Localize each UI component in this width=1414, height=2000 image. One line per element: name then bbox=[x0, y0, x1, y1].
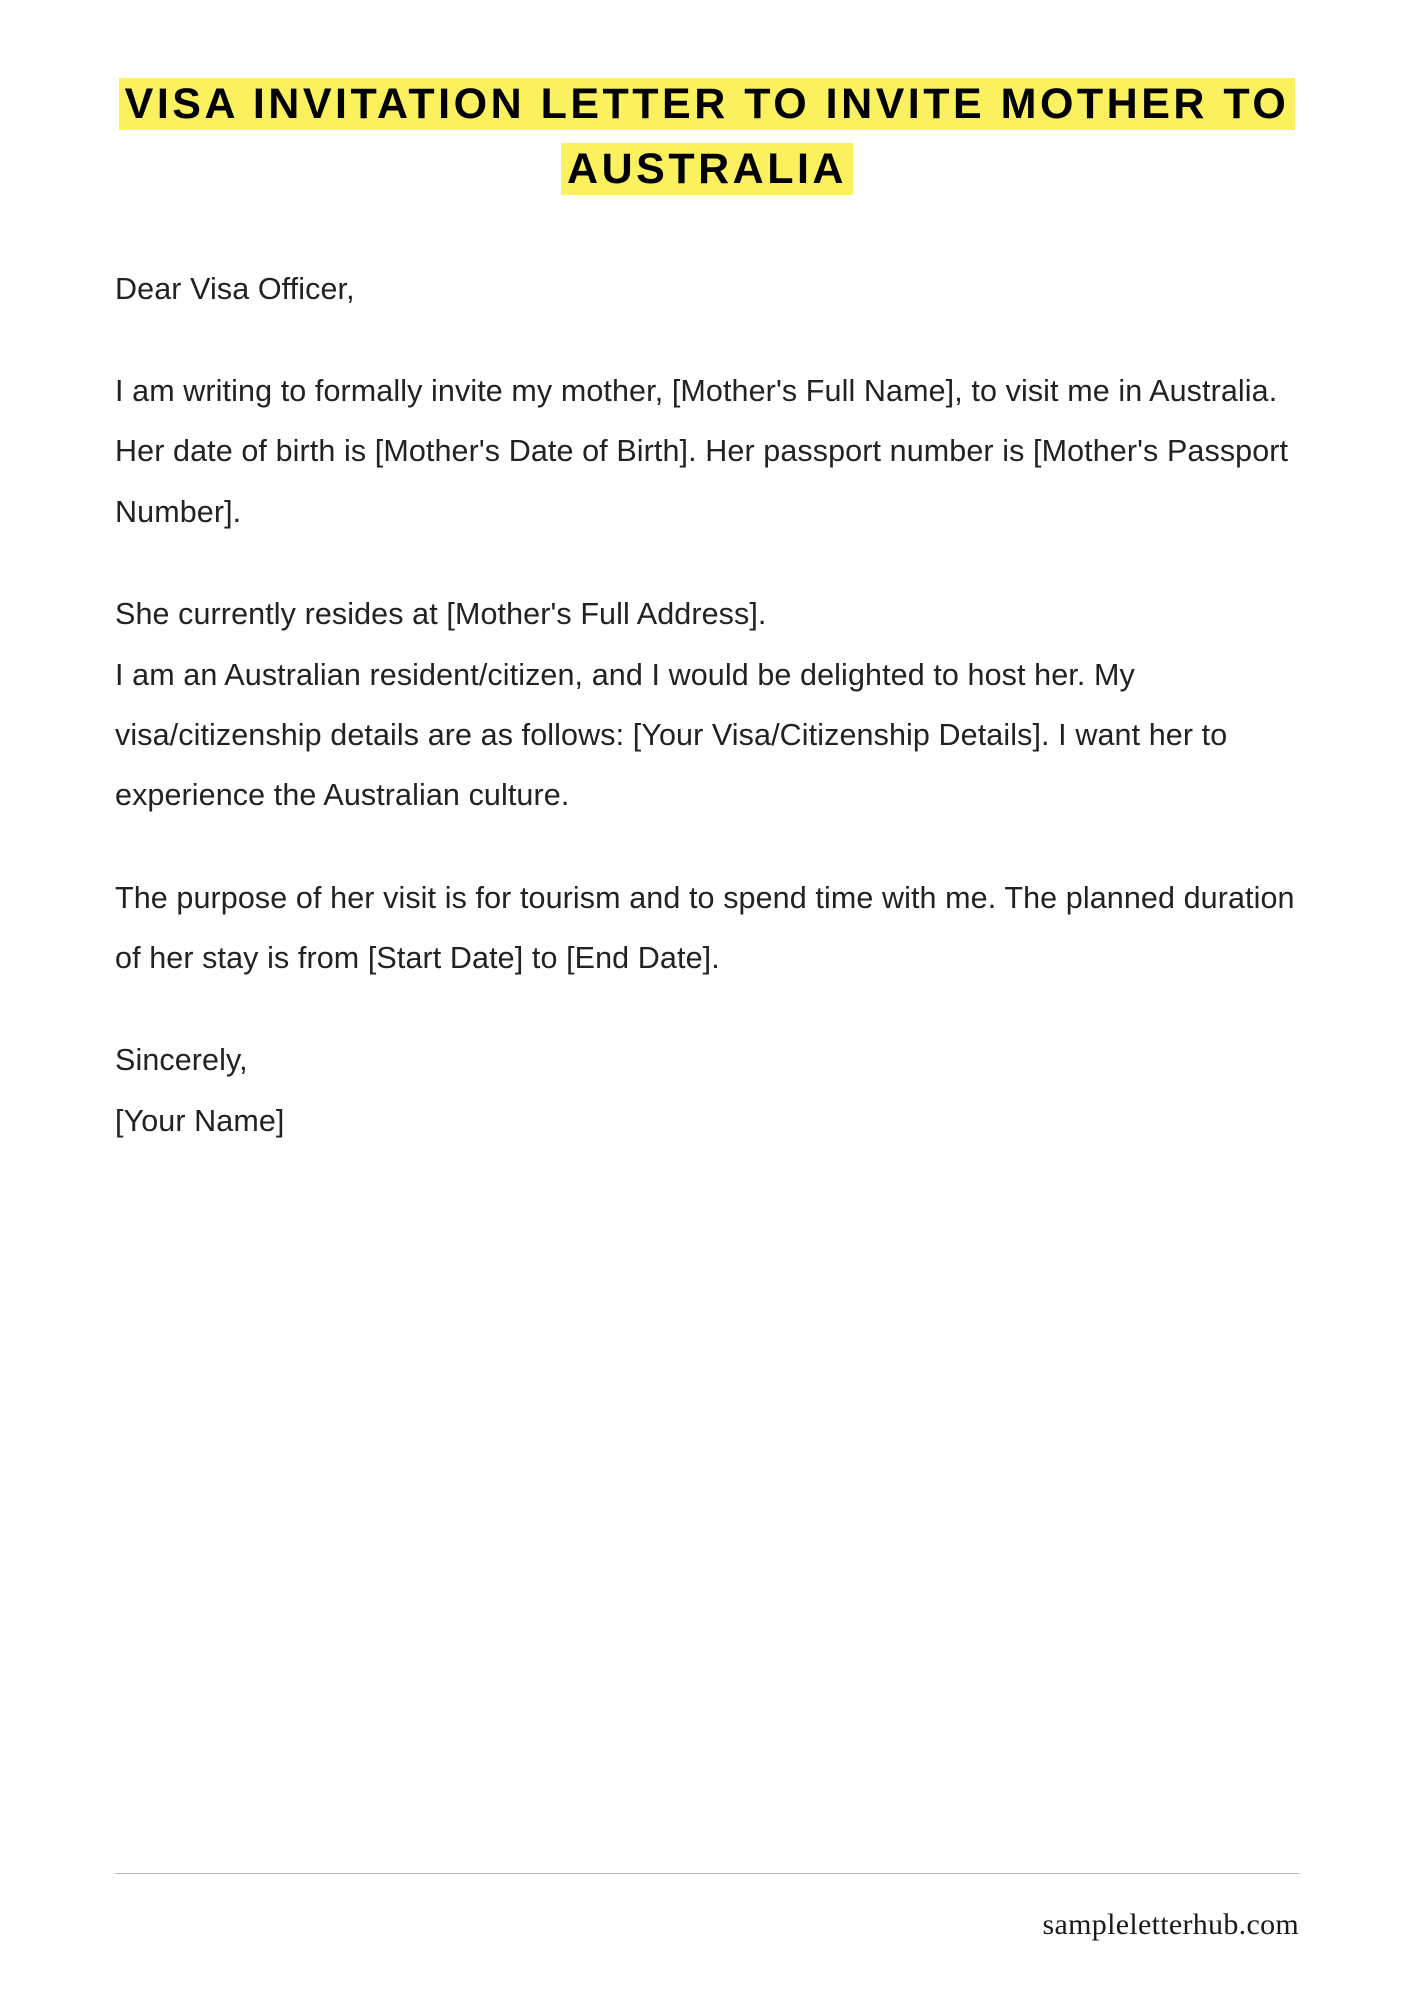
salutation: Dear Visa Officer, bbox=[115, 271, 355, 306]
footer-site-name: sampleletterhub.com bbox=[1042, 1908, 1299, 1941]
document-title-text: VISA INVITATION LETTER TO INVITE MOTHER TO AUSTRALIA bbox=[119, 78, 1296, 195]
paragraph-1: I am writing to formally invite my mother, [Mother's Full Name], to visit me in Australia. Her date of birth is [Mother's Date of Birth]. Her passport number is [Mother's Passport Number]. bbox=[115, 374, 1289, 529]
closing: Sincerely, bbox=[115, 1043, 248, 1078]
signature: [Your Name] bbox=[115, 1103, 285, 1138]
paragraph-4: The purpose of her visit is for tourism and to spend time with me. The planned duration of her stay is from [Start Date] to [End Date]. bbox=[115, 880, 1295, 976]
paragraph-3: I am an Australian resident/citizen, and I would be delighted to host her. My visa/citizenship details are as follows: [Your Visa/Citizenship Details]. I want her to experience the Australian culture. bbox=[115, 657, 1228, 813]
letter-body bbox=[115, 259, 1299, 1152]
footer-divider bbox=[115, 1873, 1299, 1874]
footer bbox=[115, 1873, 1299, 1942]
paragraph-2: She currently resides at [Mother's Full Address]. bbox=[115, 597, 767, 632]
document-title bbox=[115, 72, 1299, 203]
